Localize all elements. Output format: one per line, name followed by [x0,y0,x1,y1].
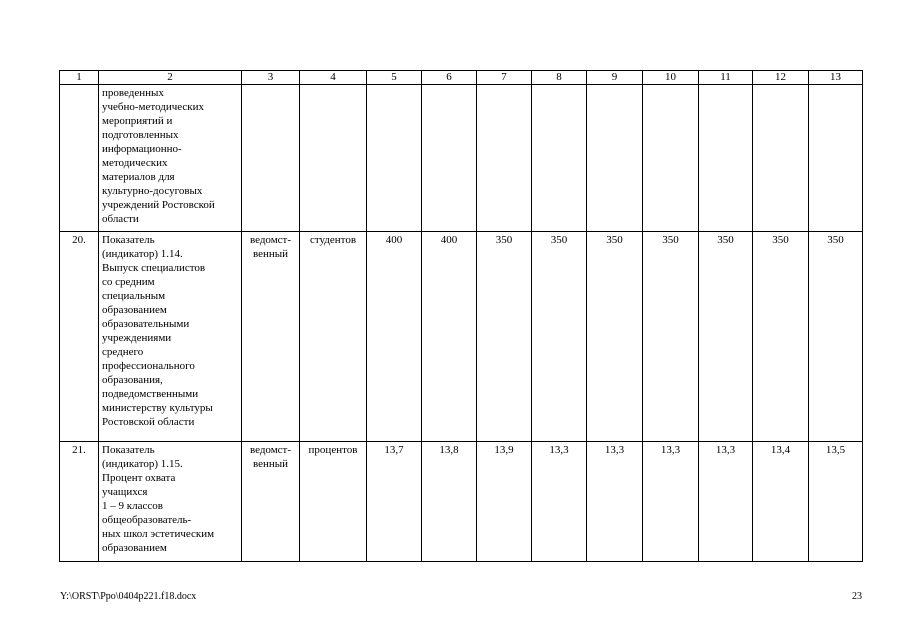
value-cell: 13,5 [809,442,863,562]
value-cell [422,85,477,232]
indicator-name: проведенных учебно-методических мероприятий и подготовленных информационно- методических материалов для культурно-досуговых учреждений Ростовской области [99,85,242,232]
value-cell: 350 [753,232,809,442]
indicator-unit: студентов [300,232,367,442]
indicator-type: ведомст- венный [242,232,300,442]
header-cell: 1 [60,71,99,85]
value-cell: 13,9 [477,442,532,562]
value-cell: 350 [532,232,587,442]
indicator-type: ведомст- венный [242,442,300,562]
indicator-table [59,70,863,562]
value-cell: 13,8 [422,442,477,562]
indicator-unit: процентов [300,442,367,562]
value-cell [699,85,753,232]
value-cell [753,85,809,232]
value-cell: 400 [367,232,422,442]
value-cell [643,85,699,232]
header-cell: 7 [477,71,532,85]
value-cell: 350 [643,232,699,442]
value-cell: 13,3 [643,442,699,562]
value-cell [587,85,643,232]
value-cell [367,85,422,232]
header-cell: 4 [300,71,367,85]
value-cell: 400 [422,232,477,442]
value-cell: 350 [477,232,532,442]
value-cell [809,85,863,232]
row-number: 21. [60,442,99,562]
indicator-name: Показатель (индикатор) 1.14. Выпуск специалистов со средним специальным образованием образовательными учреждениями среднего профессионального образования, подведомственными министерству культуры Ростовской области [99,232,242,442]
header-cell: 13 [809,71,863,85]
value-cell: 13,7 [367,442,422,562]
value-cell: 13,4 [753,442,809,562]
header-cell: 3 [242,71,300,85]
indicator-name: Показатель (индикатор) 1.15. Процент охвата учащихся 1 – 9 классов общеобразователь- ных школ эстетическим образованием [99,442,242,562]
table-row [60,232,863,442]
header-cell: 10 [643,71,699,85]
row-number [60,85,99,232]
header-row [60,71,863,85]
row-number: 20. [60,232,99,442]
header-cell: 12 [753,71,809,85]
page-number: 23 [852,591,862,602]
value-cell: 13,3 [587,442,643,562]
indicator-type [242,85,300,232]
indicator-unit [300,85,367,232]
header-cell: 11 [699,71,753,85]
header-cell: 2 [99,71,242,85]
value-cell: 350 [587,232,643,442]
value-cell: 350 [699,232,753,442]
footer-file-path: Y:\ORST\Ppo\0404p221.f18.docx [60,591,197,602]
header-cell: 5 [367,71,422,85]
header-cell: 8 [532,71,587,85]
header-cell: 9 [587,71,643,85]
table-row [60,442,863,562]
value-cell: 13,3 [532,442,587,562]
value-cell: 350 [809,232,863,442]
value-cell [477,85,532,232]
value-cell: 13,3 [699,442,753,562]
value-cell [532,85,587,232]
header-cell: 6 [422,71,477,85]
table-row [60,85,863,232]
